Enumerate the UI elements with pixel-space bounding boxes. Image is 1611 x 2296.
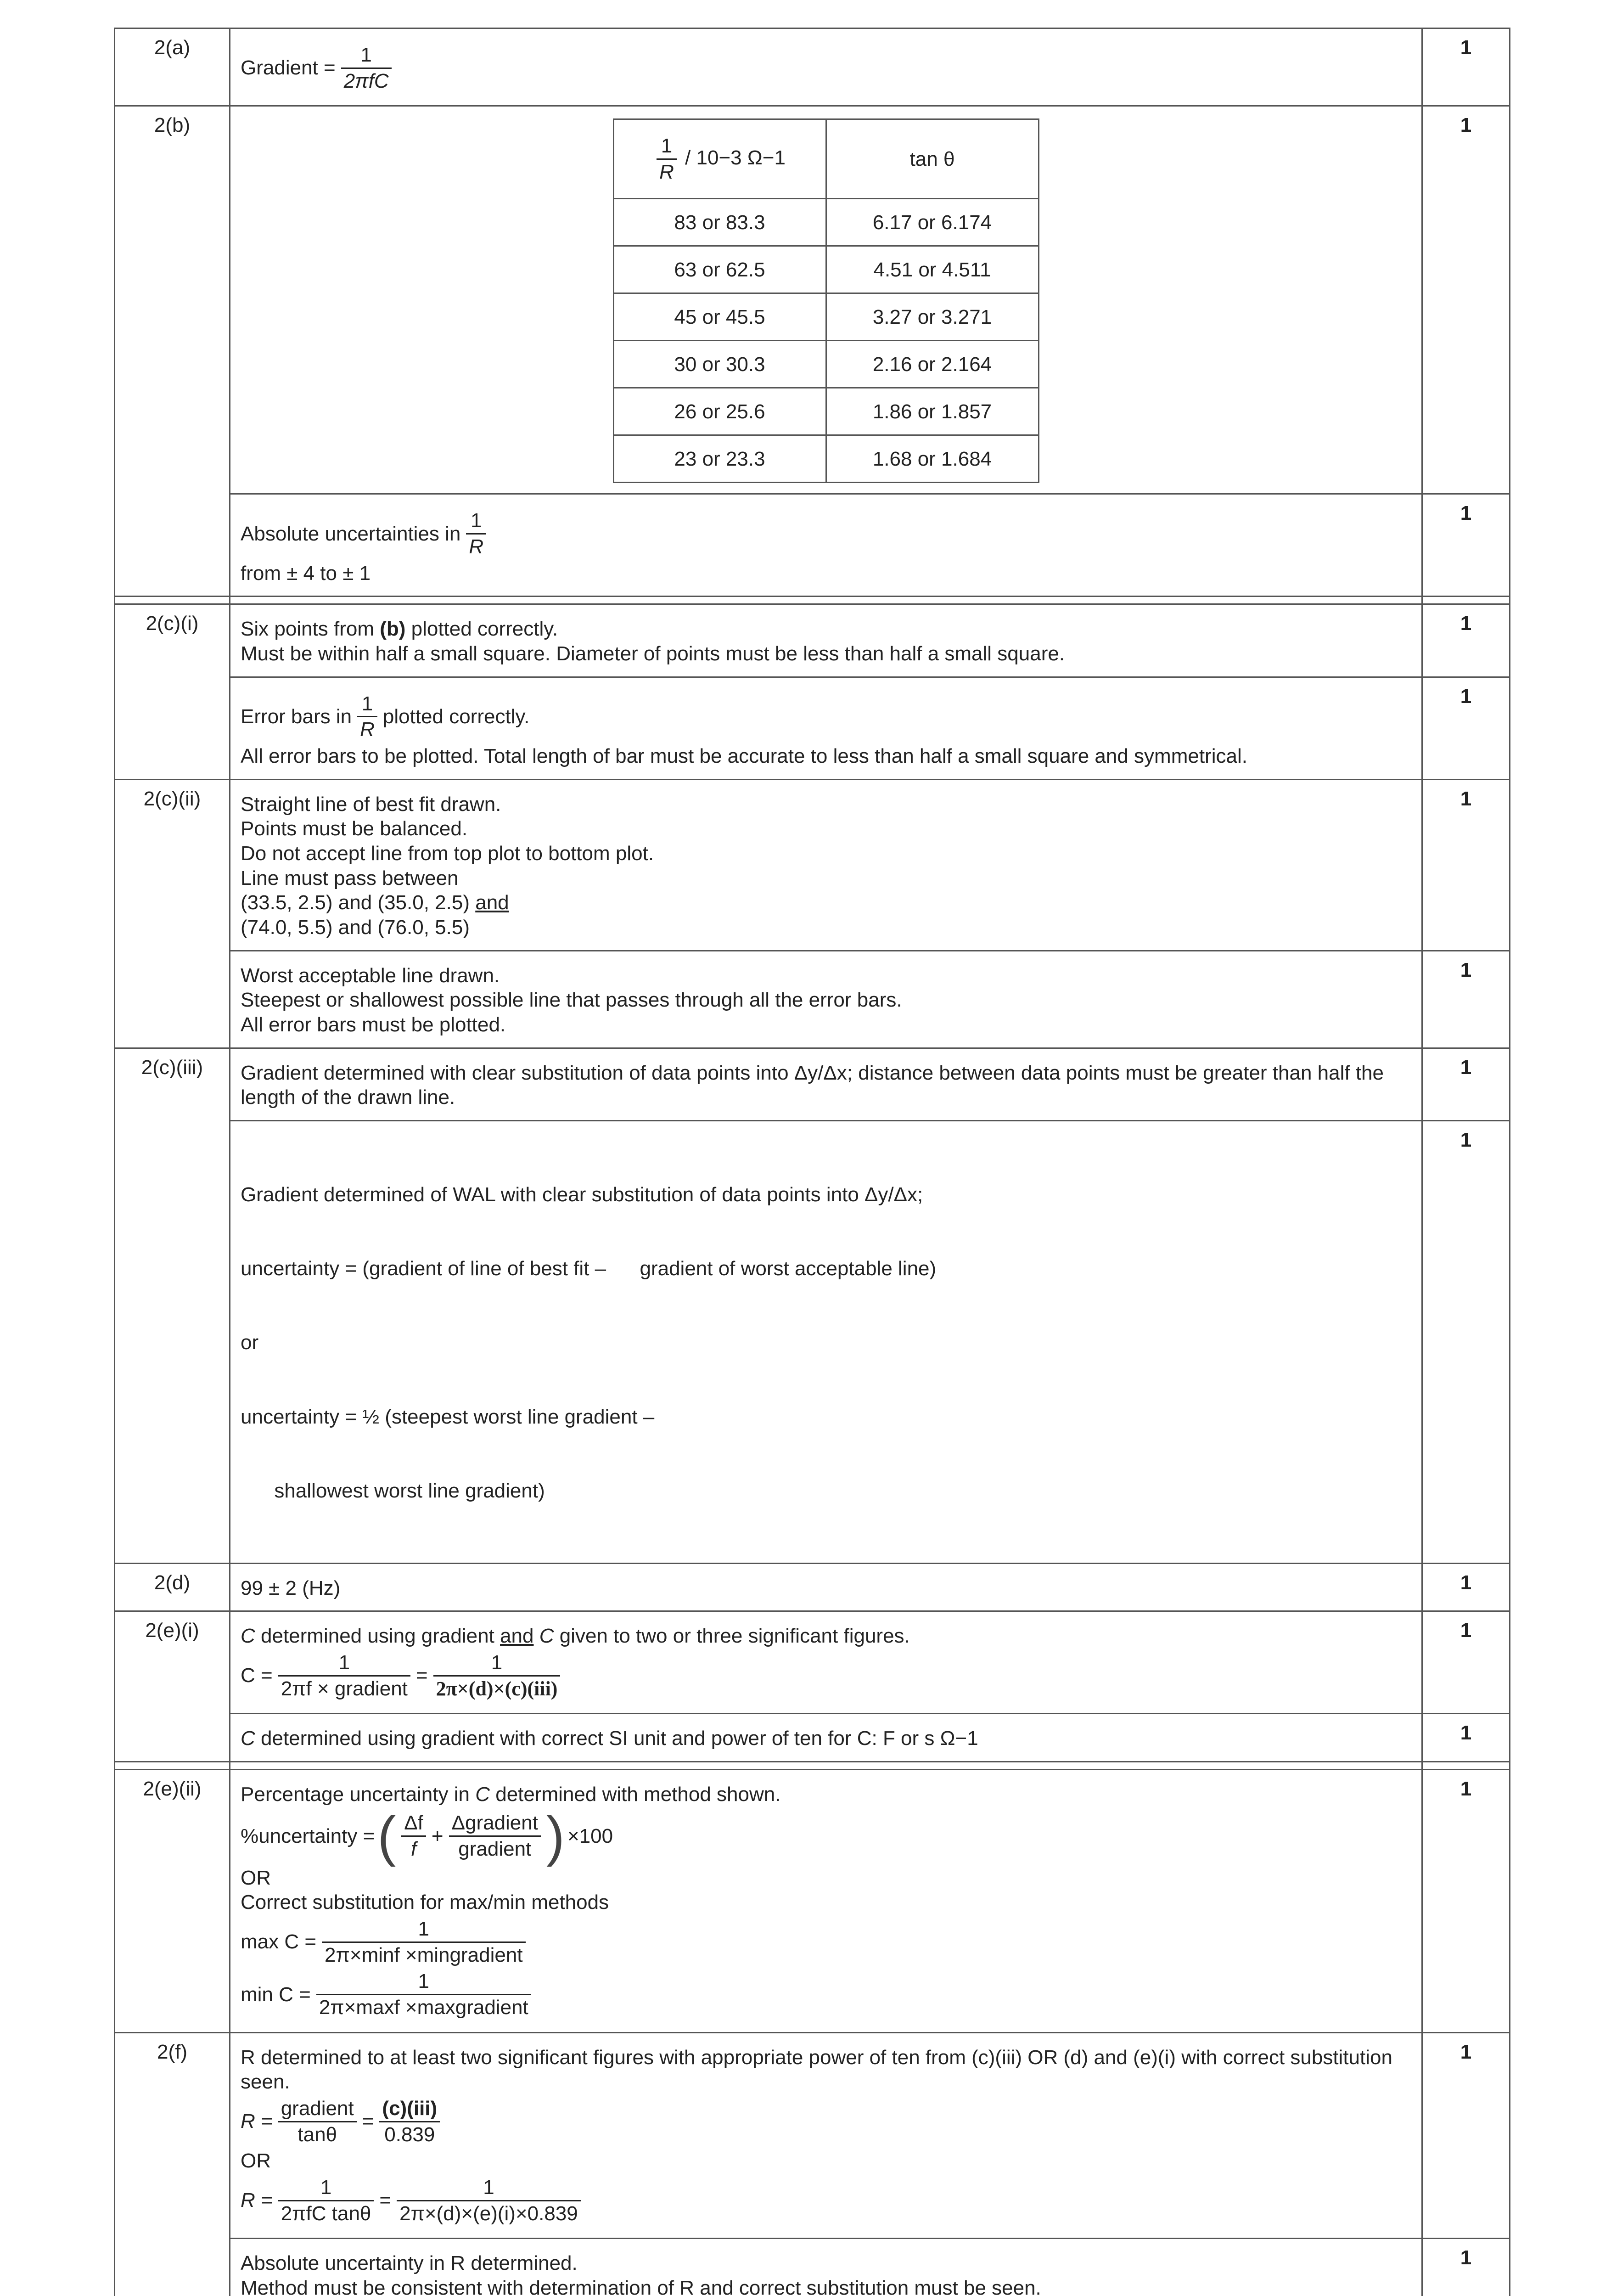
text: determined with method shown. [495,1783,781,1806]
mark: 1 [1422,1563,1510,1611]
row-2f-b [115,2239,1510,2296]
text: All error bars to be plotted. Total length of bar must be accurate to less than half a small square and symmetrical. [241,745,1247,768]
row-2ci-b [115,677,1510,779]
mark: 1 [1422,951,1510,1048]
ref: (b) [380,618,406,641]
mark: 1 [1422,604,1510,677]
text: (33.5, 2.5) and (35.0, 2.5) [241,891,470,914]
question-number: 2(a) [115,28,230,106]
question-number: 2(b) [115,106,230,597]
denominator: R [659,160,674,183]
tan-theta-value: 4.51 or 4.511 [826,246,1038,293]
numerator: Δf [401,1811,426,1837]
text: Must be within half a small square. Diameter of points must be less than half a small square. [241,642,1065,665]
inverse-r-value: 63 or 62.5 [613,246,826,293]
answer-cell: Percentage uncertainty in C determined with method shown. %uncertainty = ( $\frac{\Delta f}{f}$ + $\frac{\text{Δgradient}}{\text{gradient}}$ ) ×100 OR Correct substitution for max/min methods max C = $\frac{1}{\text{2π×minf ×mingradient}}$ min C = $\frac{1}{\text{2π×maxf ×maxgradient}}$ [230,1769,1422,2032]
text: shallowest worst line gradient) [241,1479,545,1502]
mark: 1 [1422,779,1510,951]
uncertainty-label: Absolute uncertainties in [241,522,461,545]
tan-theta-value: 6.17 or 6.174 [826,199,1038,246]
tan-theta-value: 1.68 or 1.684 [826,435,1038,483]
denominator: gradient [458,1838,532,1861]
equation-lhs: min C = [241,1983,311,2006]
text: uncertainty = ½ (steepest worst line gradient – [241,1405,655,1428]
answer-cell [230,28,1422,106]
numerator: 1 [278,1650,410,1677]
numerator: 1 [316,1969,531,1995]
text: Line must pass between [241,867,459,889]
unit-label: / 10−3 Ω−1 [685,146,786,169]
text: Absolute uncertainty in R determined. [241,2252,578,2275]
mark: 1 [1422,1048,1510,1120]
text: determined using gradient [261,1625,494,1648]
denominator: 0.839 [384,2123,435,2146]
answer-cell [230,604,1422,677]
row-2cii [115,779,1510,951]
numerator: 1 [341,43,392,69]
numerator: 1 [433,1650,561,1677]
symbol: C [241,1625,255,1648]
data-table-row [613,199,1038,246]
text: Six points from [241,618,374,641]
text: uncertainty = (gradient of line of best fit – gradient of worst acceptable line) [241,1257,937,1280]
mark: 1 [1422,494,1510,597]
row-2b [115,106,1510,494]
text: R determined to at least two significant figures with appropriate power of ten from (c)(iii) OR (d) and (e)(i) with correct substitution seen. [241,2046,1392,2093]
symbol: C [475,1783,490,1806]
row-2d [115,1563,1510,1611]
text: ×100 [567,1824,613,1847]
text: or [241,1331,259,1354]
question-number: 2(c)(i) [115,604,230,779]
mark-scheme [114,28,1510,2296]
answer-cell: 99 ± 2 (Hz) [230,1563,1422,1611]
answer-cell [230,1121,1422,1563]
gradient-label: Gradient = [241,56,336,79]
answer-cell: Gradient determined with clear substitution of data points into Δy/Δx; distance between data points must be greater than half the length of the drawn line. [230,1048,1422,1120]
denominator: 2πf × gradient [281,1677,408,1700]
answer-cell [230,1714,1422,1762]
answer-cell [230,494,1422,597]
numerator: 1 [657,134,677,160]
denominator: 2π×maxf ×maxgradient [319,1996,528,2019]
denominator: R [469,535,484,558]
data-table-row [613,293,1038,341]
question-number: 2(c)(iii) [115,1048,230,1563]
text: Steepest or shallowest possible line that passes through all the error bars. [241,989,902,1012]
row-2eii [115,1769,1510,2032]
mark: 1 [1422,28,1510,106]
equation-lhs: max C = [241,1930,317,1953]
inverse-r-value: 30 or 30.3 [613,341,826,388]
uncertainty-range: from ± 4 to ± 1 [241,562,371,585]
mark: 1 [1422,2239,1510,2296]
denominator: f [410,1838,417,1861]
row-2ei [115,1611,1510,1714]
question-number: 2(e)(i) [115,1611,230,1762]
equation-lhs: C = [241,1664,273,1687]
text: (74.0, 5.5) and (76.0, 5.5) [241,916,470,939]
row-2ei-b [115,1714,1510,1762]
mark: 1 [1422,2032,1510,2239]
numerator: 1 [278,2175,374,2201]
answer-cell: R determined to at least two significant figures with appropriate power of ten from (c)(iii) OR (d) and (e)(i) with correct substitution seen. R = $\frac{\text{gradient}}{\tan\theta}$ = $\frac{\text{(c)(iii)}}{0.839}$ OR R = $\frac{1}{\text{2πfC tanθ}}$ = $\frac{1}{2\pi\times(d)\times(e)(i)\times 0.839}$ [230,2032,1422,2239]
numerator: (c)(iii) [379,2096,440,2122]
text: plotted correctly. [382,705,530,728]
text: given to two or three significant figures. [559,1625,910,1648]
text: Worst acceptable line drawn. [241,964,500,987]
mark: 1 [1422,1769,1510,2032]
tan-theta-value: 3.27 or 3.271 [826,293,1038,341]
denominator: 2π×(d)×(c)(iii) [436,1677,558,1700]
row-2ciii-b [115,1121,1510,1563]
equation-lhs: %uncertainty = [241,1824,375,1847]
mark: 1 [1422,106,1510,494]
text: Correct substitution for max/min methods [241,1891,609,1914]
numerator: 1 [466,508,486,535]
tan-theta-value: 2.16 or 2.164 [826,341,1038,388]
answer-cell [230,677,1422,779]
header-inverse-r [613,119,826,199]
answer-cell [230,779,1422,951]
question-number: 2(f) [115,2032,230,2296]
row-2ciii [115,1048,1510,1120]
row-2a [115,28,1510,106]
data-table-row [613,246,1038,293]
text: OR [241,1866,271,1889]
header-tan-theta: tan θ [826,119,1038,199]
inverse-r-value: 26 or 25.6 [613,388,826,435]
numerator: Δgradient [449,1811,541,1837]
numerator: 1 [322,1917,525,1943]
text: OR [241,2150,271,2172]
question-number: 2(e)(ii) [115,1769,230,2032]
denominator: 2π×(d)×(e)(i)×0.839 [399,2202,578,2225]
text: Do not accept line from top plot to bottom plot. [241,842,654,865]
mark: 1 [1422,1611,1510,1714]
row-2f [115,2032,1510,2239]
answer-cell [230,2239,1422,2296]
question-number: 2(c)(ii) [115,779,230,1048]
fraction [341,43,392,93]
text: Percentage uncertainty in [241,1783,470,1806]
text: Error bars in [241,705,352,728]
symbol: C [539,1625,554,1648]
text: and [500,1625,534,1648]
numerator: gradient [278,2096,357,2122]
denominator: tanθ [298,2123,337,2146]
numerator: 1 [357,692,377,718]
text: Points must be balanced. [241,817,468,840]
row-2cii-b [115,951,1510,1048]
text: plotted correctly. [411,618,558,641]
answer-cell: C determined using gradient and C given to two or three significant figures. C = $\frac{1}{\text{2πf × gradient}}$ = $\frac{1}{\text{2π×(d)×(c)(iii)}}$ [230,1611,1422,1714]
equation-lhs: R = [241,2110,273,2133]
answer-cell [230,106,1422,494]
text: Straight line of best fit drawn. [241,793,501,816]
denominator: 2π×minf ×mingradient [325,1943,523,1966]
inverse-r-value: 23 or 23.3 [613,435,826,483]
mark: 1 [1422,677,1510,779]
row-2b-uncertainty [115,494,1510,597]
row-2ci [115,604,1510,677]
denominator: 2πfC [343,69,389,92]
equation-lhs: R = [241,2189,273,2212]
tan-theta-value: 1.86 or 1.857 [826,388,1038,435]
answer-cell [230,951,1422,1048]
numerator: 1 [397,2175,581,2201]
data-table-row [613,435,1038,483]
denominator: 2πfC tanθ [281,2202,371,2225]
denominator: R [360,718,375,741]
text: determined using gradient with correct SI unit and power of ten for C: F or s Ω−1 [261,1727,978,1750]
text: All error bars must be plotted. [241,1013,506,1036]
mark: 1 [1422,1714,1510,1762]
text: Gradient determined of WAL with clear substitution of data points into Δy/Δx; [241,1183,923,1206]
mark: 1 [1422,1121,1510,1563]
text: and [475,891,509,914]
question-number: 2(d) [115,1563,230,1611]
data-table-row [613,341,1038,388]
symbol: C [241,1727,255,1750]
data-table-row [613,388,1038,435]
mark-scheme-table [114,28,1510,2296]
data-table [613,118,1039,483]
inverse-r-value: 83 or 83.3 [613,199,826,246]
text: Method must be consistent with determination of R and correct substitution must be seen. [241,2276,1041,2296]
inverse-r-value: 45 or 45.5 [613,293,826,341]
